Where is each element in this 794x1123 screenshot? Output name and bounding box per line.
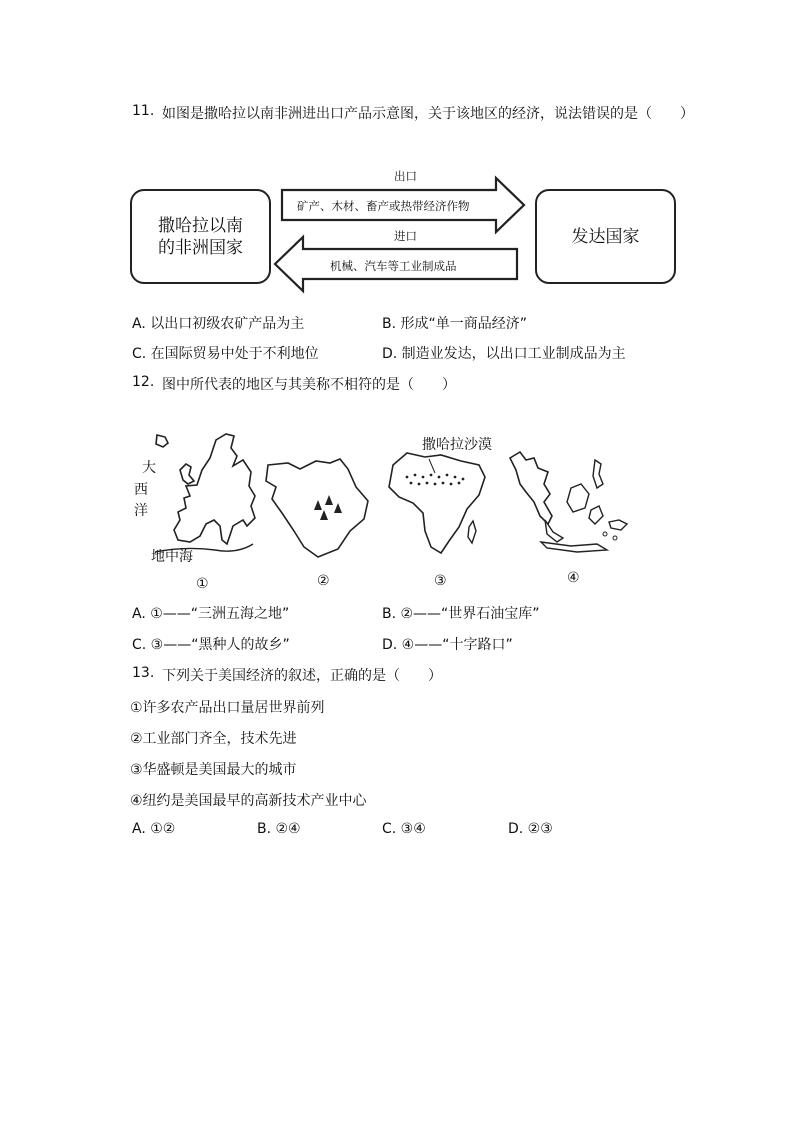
africa-map xyxy=(385,447,495,557)
map3-number: ③ xyxy=(434,573,447,589)
q11-question: 如图是撒哈拉以南非洲进出口产品示意图，关于该地区的经济，说法错误的是（ ） xyxy=(162,106,694,122)
map2-number: ② xyxy=(317,573,330,589)
q11-option-c: C. 在国际贸易中处于不利地位 xyxy=(132,346,319,362)
export-items: 矿产、木材、畜产或热带经济作物 xyxy=(297,199,470,213)
map1-number: ① xyxy=(196,576,209,592)
q13-number: 13. xyxy=(132,665,155,681)
export-arrow xyxy=(0,0,794,300)
import-title: 进口 xyxy=(394,229,417,243)
q12-option-d: D. ④——“十字路口” xyxy=(382,637,513,653)
q12-option-a: A. ①——“三洲五海之地” xyxy=(132,606,290,622)
map4-number: ④ xyxy=(567,570,580,586)
q13-statement: ④纽约是美国最早的高新技术产业中心 xyxy=(130,793,367,809)
left-box-line2: 的非洲国家 xyxy=(158,237,243,258)
q13-option-a: A. ①② xyxy=(132,821,176,837)
q11-option-b: B. 形成“单一商品经济” xyxy=(382,316,528,332)
q13-option-b: B. ②④ xyxy=(257,821,301,837)
q11-option-d: D. 制造业发达，以出口工业制成品为主 xyxy=(382,346,626,362)
q13-option-d: D. ②③ xyxy=(508,821,553,837)
left-box-line1: 撒哈拉以南 xyxy=(158,215,243,236)
q12-question: 图中所代表的地区与其美称不相符的是（ ） xyxy=(162,377,456,393)
q12-number: 12. xyxy=(132,374,155,390)
import-items: 机械、汽车等工业制成品 xyxy=(330,259,457,273)
export-title: 出口 xyxy=(394,169,417,183)
q11-number: 11. xyxy=(132,103,155,119)
q13-statement: ①许多农产品出口量居世界前列 xyxy=(130,700,325,716)
q12-option-b: B. ②——“世界石油宝库” xyxy=(382,606,540,622)
southeast-asia-map xyxy=(505,450,635,560)
map1-label-mediterranean: 地中海 xyxy=(151,549,193,565)
middle-east-map xyxy=(263,455,373,555)
q13-statement: ③华盛顿是美国最大的城市 xyxy=(130,762,297,778)
map3-label-sahara: 撒哈拉沙漠 xyxy=(422,437,492,453)
map1-label-yang: 洋 xyxy=(134,503,148,519)
q11-option-a: A. 以出口初级农矿产品为主 xyxy=(132,316,305,332)
q13-option-c: C. ③④ xyxy=(382,821,426,837)
q13-question: 下列关于美国经济的叙述，正确的是（ ） xyxy=(162,668,442,684)
q13-statement: ②工业部门齐全，技术先进 xyxy=(130,731,297,747)
map1-label-da: 大 xyxy=(142,460,156,476)
right-box-label: 发达国家 xyxy=(571,226,640,247)
map1-label-xi: 西 xyxy=(134,482,148,498)
q12-option-c: C. ③——“黑种人的故乡” xyxy=(132,637,290,653)
